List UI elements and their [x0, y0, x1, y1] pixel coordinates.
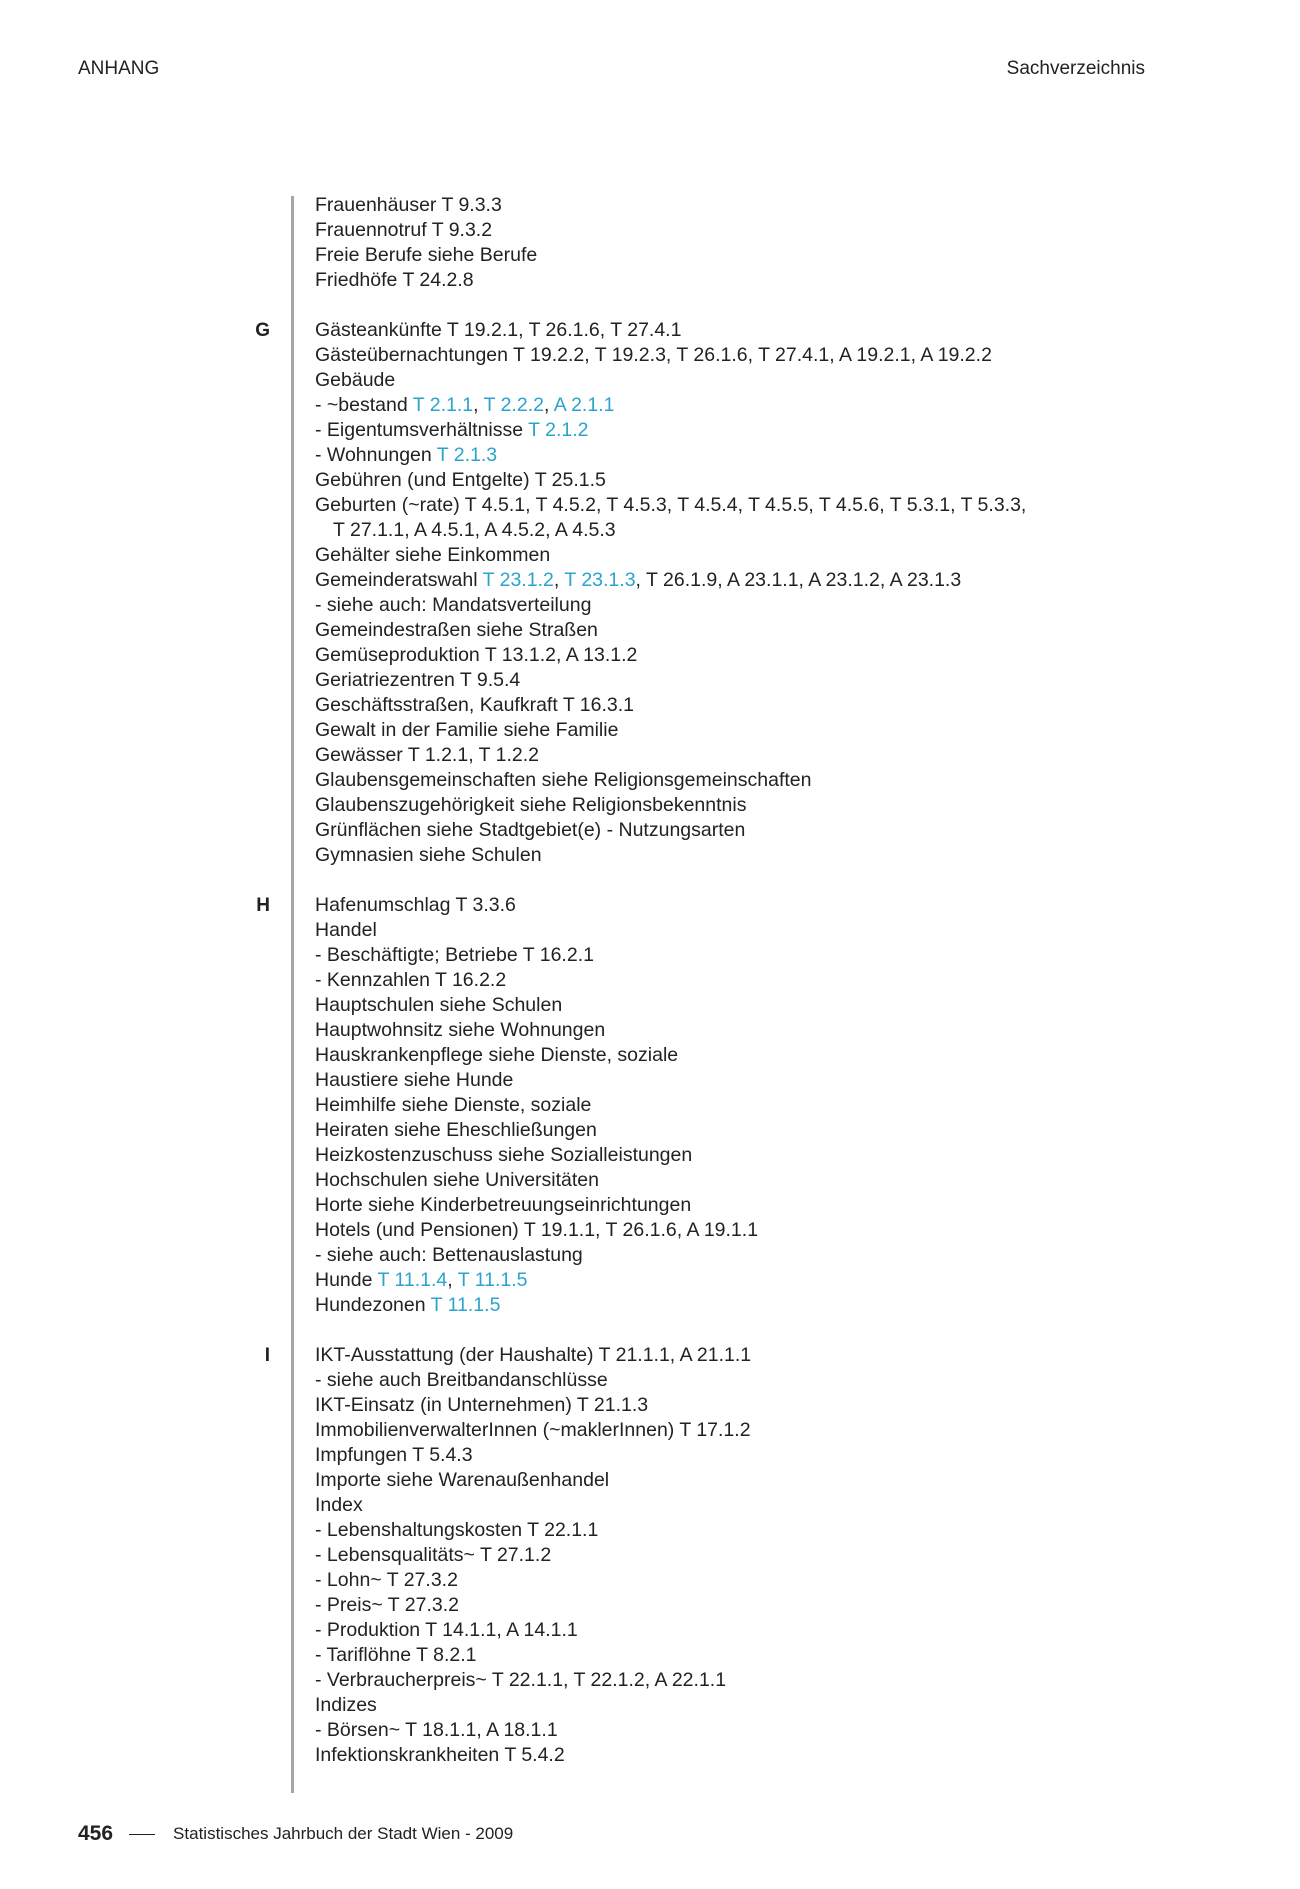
- entry-text: Gewalt in der Familie siehe Familie: [315, 719, 619, 741]
- entry-text: Haustiere siehe Hunde: [315, 1069, 514, 1091]
- table-reference-link[interactable]: A 2.1.1: [553, 394, 615, 416]
- index-entry: [315, 543, 1300, 568]
- entry-text: Geburten (~rate) T 4.5.1, T 4.5.2, T 4.5.3, T 4.5.4, T 4.5.5, T 4.5.6, T 5.3.1, T 5.3.3,: [315, 494, 1027, 516]
- entry-text: Handel: [315, 919, 377, 941]
- index-entry: [315, 668, 1300, 693]
- index-entry: [315, 1668, 1300, 1693]
- entry-text: Grünflächen siehe Stadtgebiet(e) - Nutzungsarten: [315, 819, 746, 841]
- index-entry: [315, 343, 1300, 368]
- table-reference-link[interactable]: T 23.1.2: [482, 569, 554, 591]
- entry-text: Heizkostenzuschuss siehe Sozialleistungen: [315, 1144, 693, 1166]
- index-entry: [315, 1193, 1300, 1218]
- entry-text: ImmobilienverwalterInnen (~maklerInnen) T 17.1.2: [315, 1419, 751, 1441]
- index-entry: [315, 1343, 1300, 1368]
- index-entry: [315, 643, 1300, 668]
- entry-text: Frauenhäuser T 9.3.3: [315, 194, 502, 216]
- entry-text: Importe siehe Warenaußenhandel: [315, 1469, 610, 1491]
- index-entry: [315, 1568, 1300, 1593]
- entry-text: Gemeindestraßen siehe Straßen: [315, 619, 598, 641]
- index-entry: [315, 568, 1300, 593]
- index-entry: [315, 218, 1300, 243]
- index-entry: [315, 1068, 1300, 1093]
- index-entry: [315, 1518, 1300, 1543]
- page-footer: [78, 1820, 513, 1848]
- entry-text: Freie Berufe siehe Berufe: [315, 244, 538, 266]
- table-reference-link[interactable]: T 11.1.4: [377, 1269, 448, 1291]
- index-entry: [315, 1543, 1300, 1568]
- entry-text: - Lebensqualitäts~ T 27.1.2: [315, 1544, 552, 1566]
- entry-text: ,: [447, 1269, 458, 1291]
- index-entry: [315, 1743, 1300, 1768]
- index-entry: [315, 918, 1300, 943]
- index-section: [0, 318, 1300, 868]
- entry-text: Gemüseproduktion T 13.1.2, A 13.1.2: [315, 644, 638, 666]
- entry-text: Gästeankünfte T 19.2.1, T 26.1.6, T 27.4.1: [315, 319, 682, 341]
- entry-text: - siehe auch: Bettenauslastung: [315, 1244, 583, 1266]
- table-reference-link[interactable]: T 2.1.3: [436, 444, 498, 466]
- entry-text: Gewässer T 1.2.1, T 1.2.2: [315, 744, 540, 766]
- index-entry: [315, 493, 1300, 518]
- index-entry: [315, 968, 1300, 993]
- entry-text: Heimhilfe siehe Dienste, soziale: [315, 1094, 592, 1116]
- section-letter: I: [264, 1345, 270, 1366]
- index-entry: [315, 418, 1300, 443]
- running-header-title: Sachverzeichnis: [1006, 58, 1145, 79]
- entry-text: - Lebenshaltungskosten T 22.1.1: [315, 1519, 599, 1541]
- index-entry: [315, 993, 1300, 1018]
- entry-text: Gymnasien siehe Schulen: [315, 844, 542, 866]
- entry-text: Geschäftsstraßen, Kaufkraft T 16.3.1: [315, 694, 635, 716]
- entry-text: Hauskrankenpflege siehe Dienste, soziale: [315, 1044, 679, 1066]
- table-reference-link[interactable]: T 2.1.1: [412, 394, 474, 416]
- entry-text: Hauptschulen siehe Schulen: [315, 994, 563, 1016]
- table-reference-link[interactable]: T 2.2.2: [483, 394, 544, 416]
- index-entry: [315, 1643, 1300, 1668]
- index-entry: [315, 893, 1300, 918]
- index-entry: [315, 1443, 1300, 1468]
- index-entry: [315, 1243, 1300, 1268]
- entry-text: Frauennotruf T 9.3.2: [315, 219, 493, 241]
- entry-text: Indizes: [315, 1694, 377, 1716]
- entry-text: - ~bestand: [315, 394, 413, 416]
- entry-text: Hunde: [315, 1269, 378, 1291]
- entry-text: - Lohn~ T 27.3.2: [315, 1569, 458, 1591]
- section-letter: G: [255, 320, 270, 341]
- index-entry: [315, 443, 1300, 468]
- entry-text: - Eigentumsverhältnisse: [315, 419, 529, 441]
- entry-text: Hundezonen: [315, 1294, 431, 1316]
- index-entry: [315, 1043, 1300, 1068]
- table-reference-link[interactable]: T 2.1.2: [528, 419, 589, 441]
- index-entry: [333, 518, 1300, 543]
- entry-text: Hafenumschlag T 3.3.6: [315, 894, 516, 916]
- index-entry: [315, 1593, 1300, 1618]
- index-entry: [315, 1143, 1300, 1168]
- section-letter: H: [256, 895, 270, 916]
- entry-text: Gemeinderatswahl: [315, 569, 483, 591]
- table-reference-link[interactable]: T 11.1.5: [430, 1294, 501, 1316]
- index-entry: [315, 1118, 1300, 1143]
- index-entry: [315, 368, 1300, 393]
- entry-text: - Beschäftigte; Betriebe T 16.2.1: [315, 944, 594, 966]
- index-entry: [315, 268, 1300, 293]
- entry-text: IKT-Einsatz (in Unternehmen) T 21.1.3: [315, 1394, 649, 1416]
- index-entry: [315, 818, 1300, 843]
- entry-text: - Wohnungen: [315, 444, 437, 466]
- index-entry: [315, 1718, 1300, 1743]
- index-entry: [315, 243, 1300, 268]
- index-entry: [315, 743, 1300, 768]
- entry-text: T 27.1.1, A 4.5.1, A 4.5.2, A 4.5.3: [333, 519, 616, 541]
- index-entry: [315, 1368, 1300, 1393]
- entry-text: - Tariflöhne T 8.2.1: [315, 1644, 477, 1666]
- index-section: [0, 893, 1300, 1318]
- entry-text: , T 26.1.9, A 23.1.1, A 23.1.2, A 23.1.3: [635, 569, 962, 591]
- entry-text: - Verbraucherpreis~ T 22.1.1, T 22.1.2, A 22.1.1: [315, 1669, 727, 1691]
- entry-text: - siehe auch Breitbandanschlüsse: [315, 1369, 608, 1391]
- index-entry: [315, 1618, 1300, 1643]
- entry-text: Friedhöfe T 24.2.8: [315, 269, 474, 291]
- entry-text: Index: [315, 1494, 363, 1516]
- index-entry: [315, 1018, 1300, 1043]
- entry-text: - siehe auch: Mandatsverteilung: [315, 594, 592, 616]
- entry-text: Gästeübernachtungen T 19.2.2, T 19.2.3, T 26.1.6, T 27.4.1, A 19.2.1, A 19.2.2: [315, 344, 992, 366]
- index-entry: [315, 693, 1300, 718]
- entry-text: Glaubenszugehörigkeit siehe Religionsbekenntnis: [315, 794, 747, 816]
- index-entry: [315, 943, 1300, 968]
- entry-text: ,: [543, 394, 554, 416]
- index-entry: [315, 1168, 1300, 1193]
- index-entry: [315, 618, 1300, 643]
- index-section: [0, 1343, 1300, 1768]
- entry-text: ,: [473, 394, 484, 416]
- entry-text: IKT-Ausstattung (der Haushalte) T 21.1.1, A 21.1.1: [315, 1344, 752, 1366]
- entry-text: Geriatriezentren T 9.5.4: [315, 669, 521, 691]
- subject-index: [0, 193, 1300, 1793]
- index-entry: [315, 793, 1300, 818]
- entry-text: Glaubensgemeinschaften siehe Religionsgemeinschaften: [315, 769, 812, 791]
- page-number: 456: [78, 1822, 114, 1845]
- entry-text: Infektionskrankheiten T 5.4.2: [315, 1744, 565, 1766]
- entry-text: - Preis~ T 27.3.2: [315, 1594, 459, 1616]
- entry-text: Heiraten siehe Eheschließungen: [315, 1119, 597, 1141]
- publication-title: Statistisches Jahrbuch der Stadt Wien - 2009: [173, 1824, 514, 1843]
- table-reference-link[interactable]: T 23.1.3: [564, 569, 636, 591]
- index-entry: [315, 468, 1300, 493]
- index-section: [0, 193, 1300, 293]
- index-entry: [315, 718, 1300, 743]
- index-entry: [315, 1218, 1300, 1243]
- entry-text: ,: [553, 569, 565, 591]
- entry-text: Gebäude: [315, 369, 396, 391]
- index-entry: [315, 1693, 1300, 1718]
- index-entry: [315, 1493, 1300, 1518]
- index-entry: [315, 318, 1300, 343]
- index-entry: [315, 768, 1300, 793]
- index-entry: [315, 1393, 1300, 1418]
- entry-text: - Kennzahlen T 16.2.2: [315, 969, 507, 991]
- entry-text: Hochschulen siehe Universitäten: [315, 1169, 599, 1191]
- entry-text: - Produktion T 14.1.1, A 14.1.1: [315, 1619, 578, 1641]
- table-reference-link[interactable]: T 11.1.5: [457, 1269, 528, 1291]
- index-entry: [315, 393, 1300, 418]
- entry-text: Gebühren (und Entgelte) T 25.1.5: [315, 469, 606, 491]
- entry-text: - Börsen~ T 18.1.1, A 18.1.1: [315, 1719, 558, 1741]
- entry-text: Gehälter siehe Einkommen: [315, 544, 551, 566]
- entry-text: Impfungen T 5.4.3: [315, 1444, 473, 1466]
- index-entry: [315, 593, 1300, 618]
- footer-dash: [129, 1834, 155, 1835]
- entry-text: Horte siehe Kinderbetreuungseinrichtungen: [315, 1194, 692, 1216]
- running-header-section: ANHANG: [78, 58, 160, 79]
- index-entry: [315, 193, 1300, 218]
- index-entry: [315, 843, 1300, 868]
- index-entry: [315, 1293, 1300, 1318]
- index-entry: [315, 1418, 1300, 1443]
- index-entry: [315, 1093, 1300, 1118]
- entry-text: Hotels (und Pensionen) T 19.1.1, T 26.1.6, A 19.1.1: [315, 1219, 759, 1241]
- index-entry: [315, 1468, 1300, 1493]
- index-entry: [315, 1268, 1300, 1293]
- entry-text: Hauptwohnsitz siehe Wohnungen: [315, 1019, 606, 1041]
